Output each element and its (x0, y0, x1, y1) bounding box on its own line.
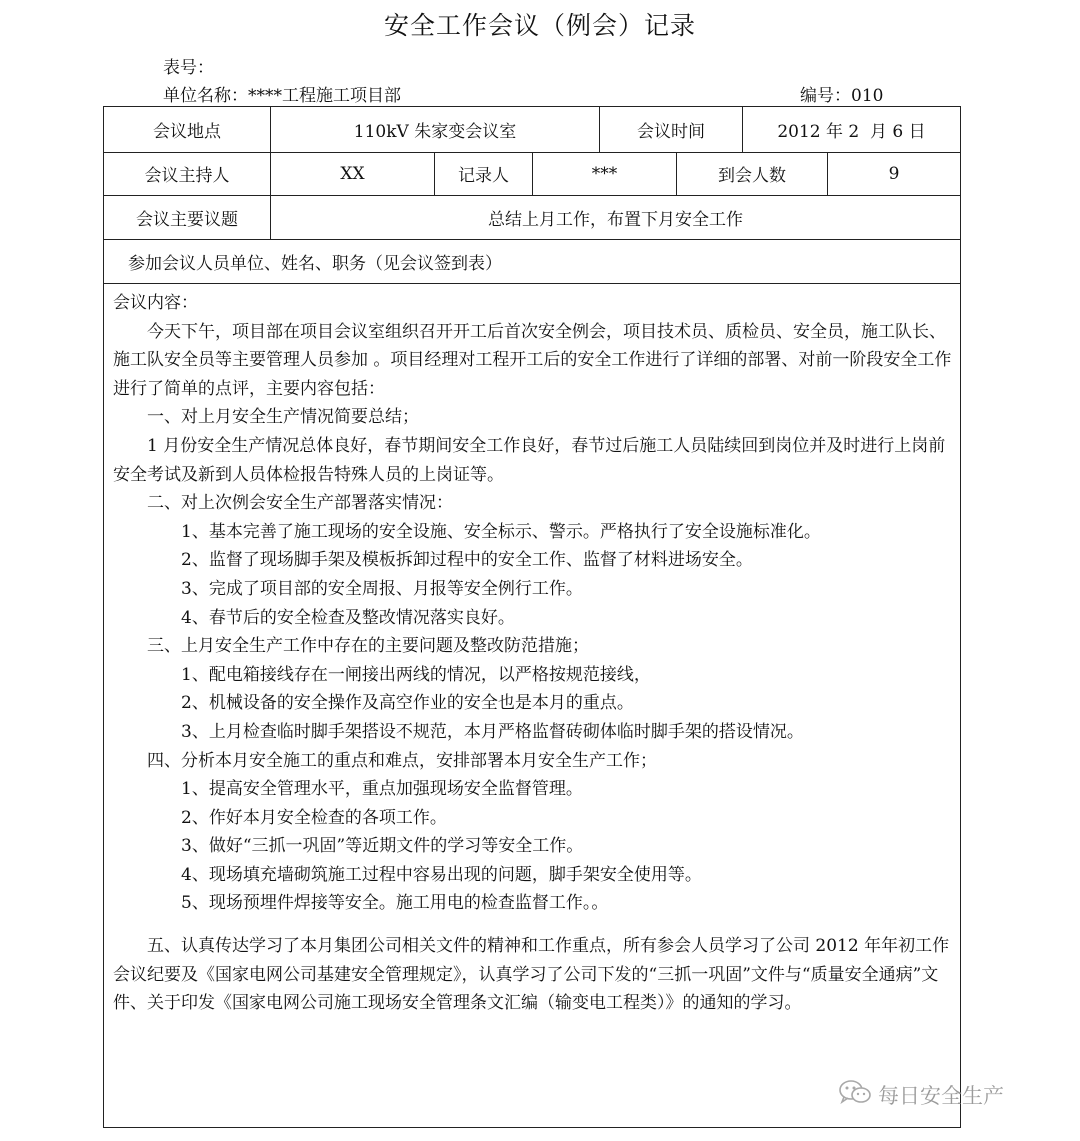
meeting-content (113, 289, 952, 1018)
document-title: 安全工作会议（例会）记录 (383, 11, 696, 40)
wechat-watermark (838, 1079, 1004, 1110)
list-item: 1、提高安全管理水平，重点加强现场安全监督管理。 (181, 779, 583, 800)
time-value: 2012 年 2 月 6 日 (742, 107, 960, 152)
list-item: 2、监督了现场脚手架及模板拆卸过程中的安全工作、监督了材料进场安全。 (181, 550, 753, 571)
unit-name: 单位名称：****工程施工项目部 (163, 86, 401, 106)
attendees-label: 到会人数 (676, 152, 827, 195)
recorder-label: 记录人 (434, 152, 532, 195)
meeting-record-form (103, 106, 961, 1128)
section-3-title: 三、上月安全生产工作中存在的主要问题及整改防范措施； (147, 636, 589, 657)
content-intro: 今天下午，项目部在项目会议室组织召开开工后首次安全例会，项目技术员、质检员、安全员，施工队长、施工队安全员等主要管理人员参加 。项目经理对工程开工后的安全工作进行了详细的部署、对前一阶段安全工作进行了简单的点评，主要内容包括： (113, 321, 952, 399)
participants-row (104, 239, 960, 284)
list-item: 4、春节后的安全检查及整改情况落实良好。 (181, 607, 515, 628)
list-item: 1、配电箱接线存在一闸接出两线的情况，以严格按规范接线， (181, 664, 651, 685)
participants-note: 参加会议人员单位、姓名、职务（见会议签到表） (128, 253, 502, 274)
host-label: 会议主持人 (144, 166, 230, 186)
location-label: 会议地点 (153, 122, 221, 142)
location-time-row (104, 107, 960, 153)
section-1-text: 1 月份安全生产情况总体良好，春节期间安全工作良好，春节过后施工人员陆续回到岗位并及时进行上岗前安全考试及新到人员体检报告特殊人员的上岗证等。 (113, 435, 946, 485)
attendees-value: 9 (827, 152, 960, 195)
section-1-title: 一、对上月安全生产情况简要总结； (147, 407, 419, 428)
topic-value: 总结上月工作，布置下月安全工作 (270, 195, 960, 239)
section-2-title: 二、对上次例会安全生产部署落实情况： (147, 493, 453, 514)
topic-row (104, 195, 960, 240)
time-label: 会议时间 (599, 107, 742, 152)
list-item: 3、上月检查临时脚手架搭设不规范，本月严格监督砖砌体临时脚手架的搭设情况。 (181, 721, 804, 742)
watermark-text: 每日安全生产 (878, 1083, 1004, 1108)
list-item: 1、基本完善了施工现场的安全设施、安全标示、警示。严格执行了安全设施标准化。 (181, 521, 821, 542)
table-number-label: 表号： (163, 58, 214, 78)
list-item: 2、作好本月安全检查的各项工作。 (181, 807, 447, 828)
list-item: 5、现场预埋件焊接等安全。施工用电的检查监督工作。。 (181, 893, 609, 914)
location-value: 110kV 朱家变会议室 (270, 107, 599, 152)
list-item: 2、机械设备的安全操作及高空作业的安全也是本月的重点。 (181, 693, 634, 714)
list-item: 3、做好“三抓一巩固”等近期文件的学习等安全工作。 (181, 836, 584, 857)
host-recorder-row (104, 152, 960, 196)
list-item: 4、现场填充墙砌筑施工过程中容易出现的问题，脚手架安全使用等。 (181, 864, 702, 885)
section-4-title: 四、分析本月安全施工的重点和难点，安排部署本月安全生产工作； (147, 750, 657, 771)
content-heading: 会议内容： (113, 293, 198, 313)
section-5-text: 五、认真传达学习了本月集团公司相关文件的精神和工作重点，所有参会人员学习了公司 2012 年年初工作会议纪要及《国家电网公司基建安全管理规定》，认真学习了公司下发的“三抓一巩固”文件与“质量安全通病”文件、关于印发《国家电网公司施工现场安全管理条文汇编（输变电工程类）》的通知的学习。 (113, 936, 950, 1014)
recorder-value: *** (532, 152, 676, 195)
document-number: 编号：010 (800, 86, 884, 106)
list-item: 3、完成了项目部的安全周报、月报等安全例行工作。 (181, 578, 583, 599)
wechat-icon (838, 1079, 872, 1110)
topic-label: 会议主要议题 (136, 209, 238, 230)
host-value: XX (270, 152, 434, 195)
